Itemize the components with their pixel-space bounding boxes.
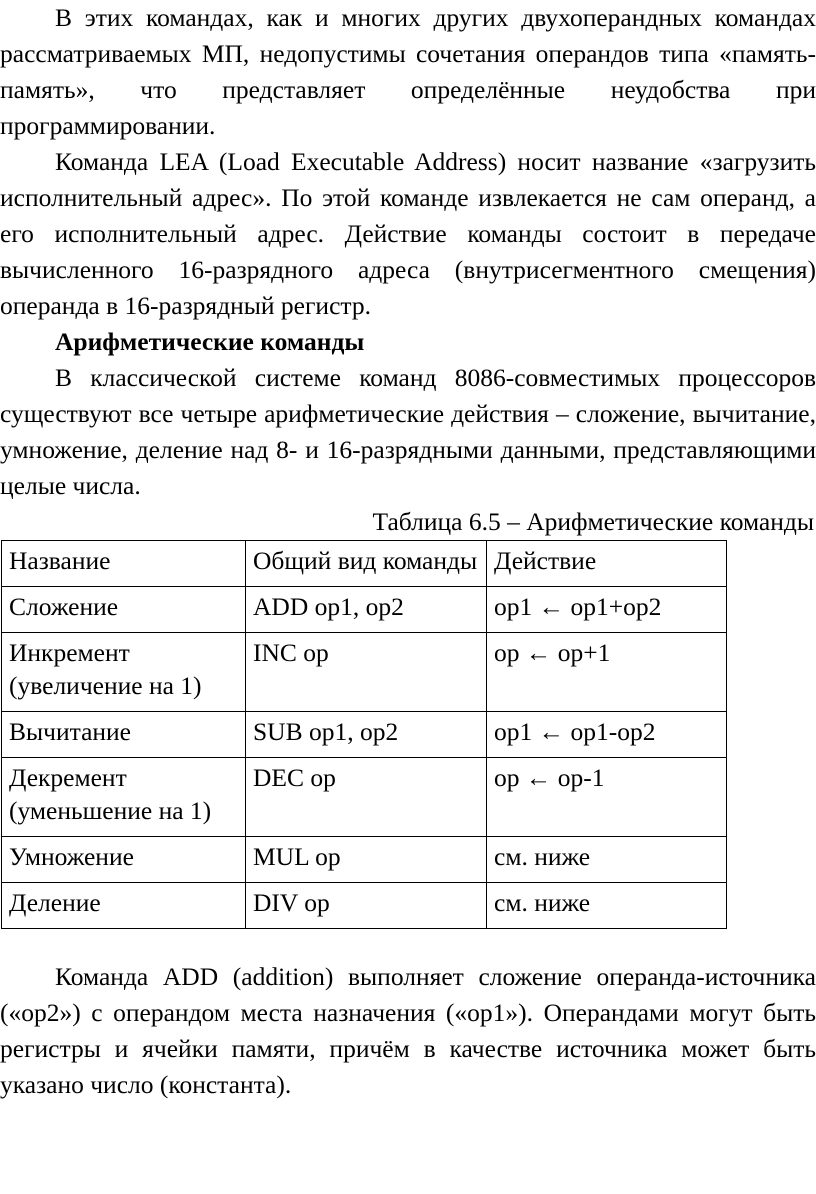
- row-action: op1 ← op1-op2: [487, 712, 727, 758]
- header-form-text: Общий вид команды: [253, 546, 478, 575]
- row-name: Инкремент (увеличение на 1): [2, 633, 246, 712]
- table-row: [2, 837, 727, 883]
- spacer: [0, 929, 816, 959]
- table-caption: Таблица 6.5 – Арифметические команды: [372, 507, 814, 536]
- row-form: DEC op: [246, 758, 487, 837]
- row-action: op ← op+1: [487, 633, 727, 712]
- header-form: [246, 541, 487, 587]
- table-row: [2, 633, 727, 712]
- row-form: INC op: [246, 633, 487, 712]
- paragraph-lea: Команда LEA (Load Executable Address) носит название «загрузить исполнительный адрес». По этой команде извлекается не сам операнд, а его исполнительный адрес. Действие команды состоит в передаче вычисленного 16-разрядного адреса (внутрисегментного смещения) операнда в 16-разрядный регистр.: [0, 147, 816, 320]
- row-name: Умножение: [2, 837, 246, 883]
- table-row: [2, 712, 727, 758]
- paragraph-add: Команда ADD (addition) выполняет сложение операнда-источника («op2») с операндом места назначения («op1»). Операндами могут быть регистры и ячейки памяти, причём в качестве источника может быть указано число (константа).: [0, 962, 816, 1099]
- row-name: Вычитание: [2, 712, 246, 758]
- row-action: op ← op-1: [487, 758, 727, 837]
- row-name: Деление: [2, 883, 246, 929]
- row-action: см. ниже: [487, 883, 727, 929]
- row-form: SUB op1, op2: [246, 712, 487, 758]
- section-heading: Арифметические команды: [55, 327, 365, 356]
- row-name: Декремент (уменьшение на 1): [2, 758, 246, 837]
- table-row: [2, 587, 727, 633]
- arithmetic-commands-table: [1, 540, 727, 929]
- paragraph-arithmetic-intro: В классической системе команд 8086-совместимых процессоров существуют все четыре арифметические действия – сложение, вычитание, умножение, деление над 8- и 16-разрядными данными, представляющими целые числа.: [0, 363, 816, 500]
- table-header-row: [2, 541, 727, 587]
- table-row: [2, 883, 727, 929]
- row-action: см. ниже: [487, 837, 727, 883]
- paragraph-memory-memory: В этих командах, как и многих других двухоперандных командах рассматриваемых МП, недопустимы сочетания операндов типа «память-память», что представляет определённые неудобства при программировании.: [0, 3, 816, 140]
- row-action: op1 ← op1+op2: [487, 587, 727, 633]
- table-row: [2, 758, 727, 837]
- row-form: ADD op1, op2: [246, 587, 487, 633]
- header-name: Название: [2, 541, 246, 587]
- row-name: Сложение: [2, 587, 246, 633]
- header-action: Действие: [487, 541, 727, 587]
- row-form: DIV op: [246, 883, 487, 929]
- row-form: MUL op: [246, 837, 487, 883]
